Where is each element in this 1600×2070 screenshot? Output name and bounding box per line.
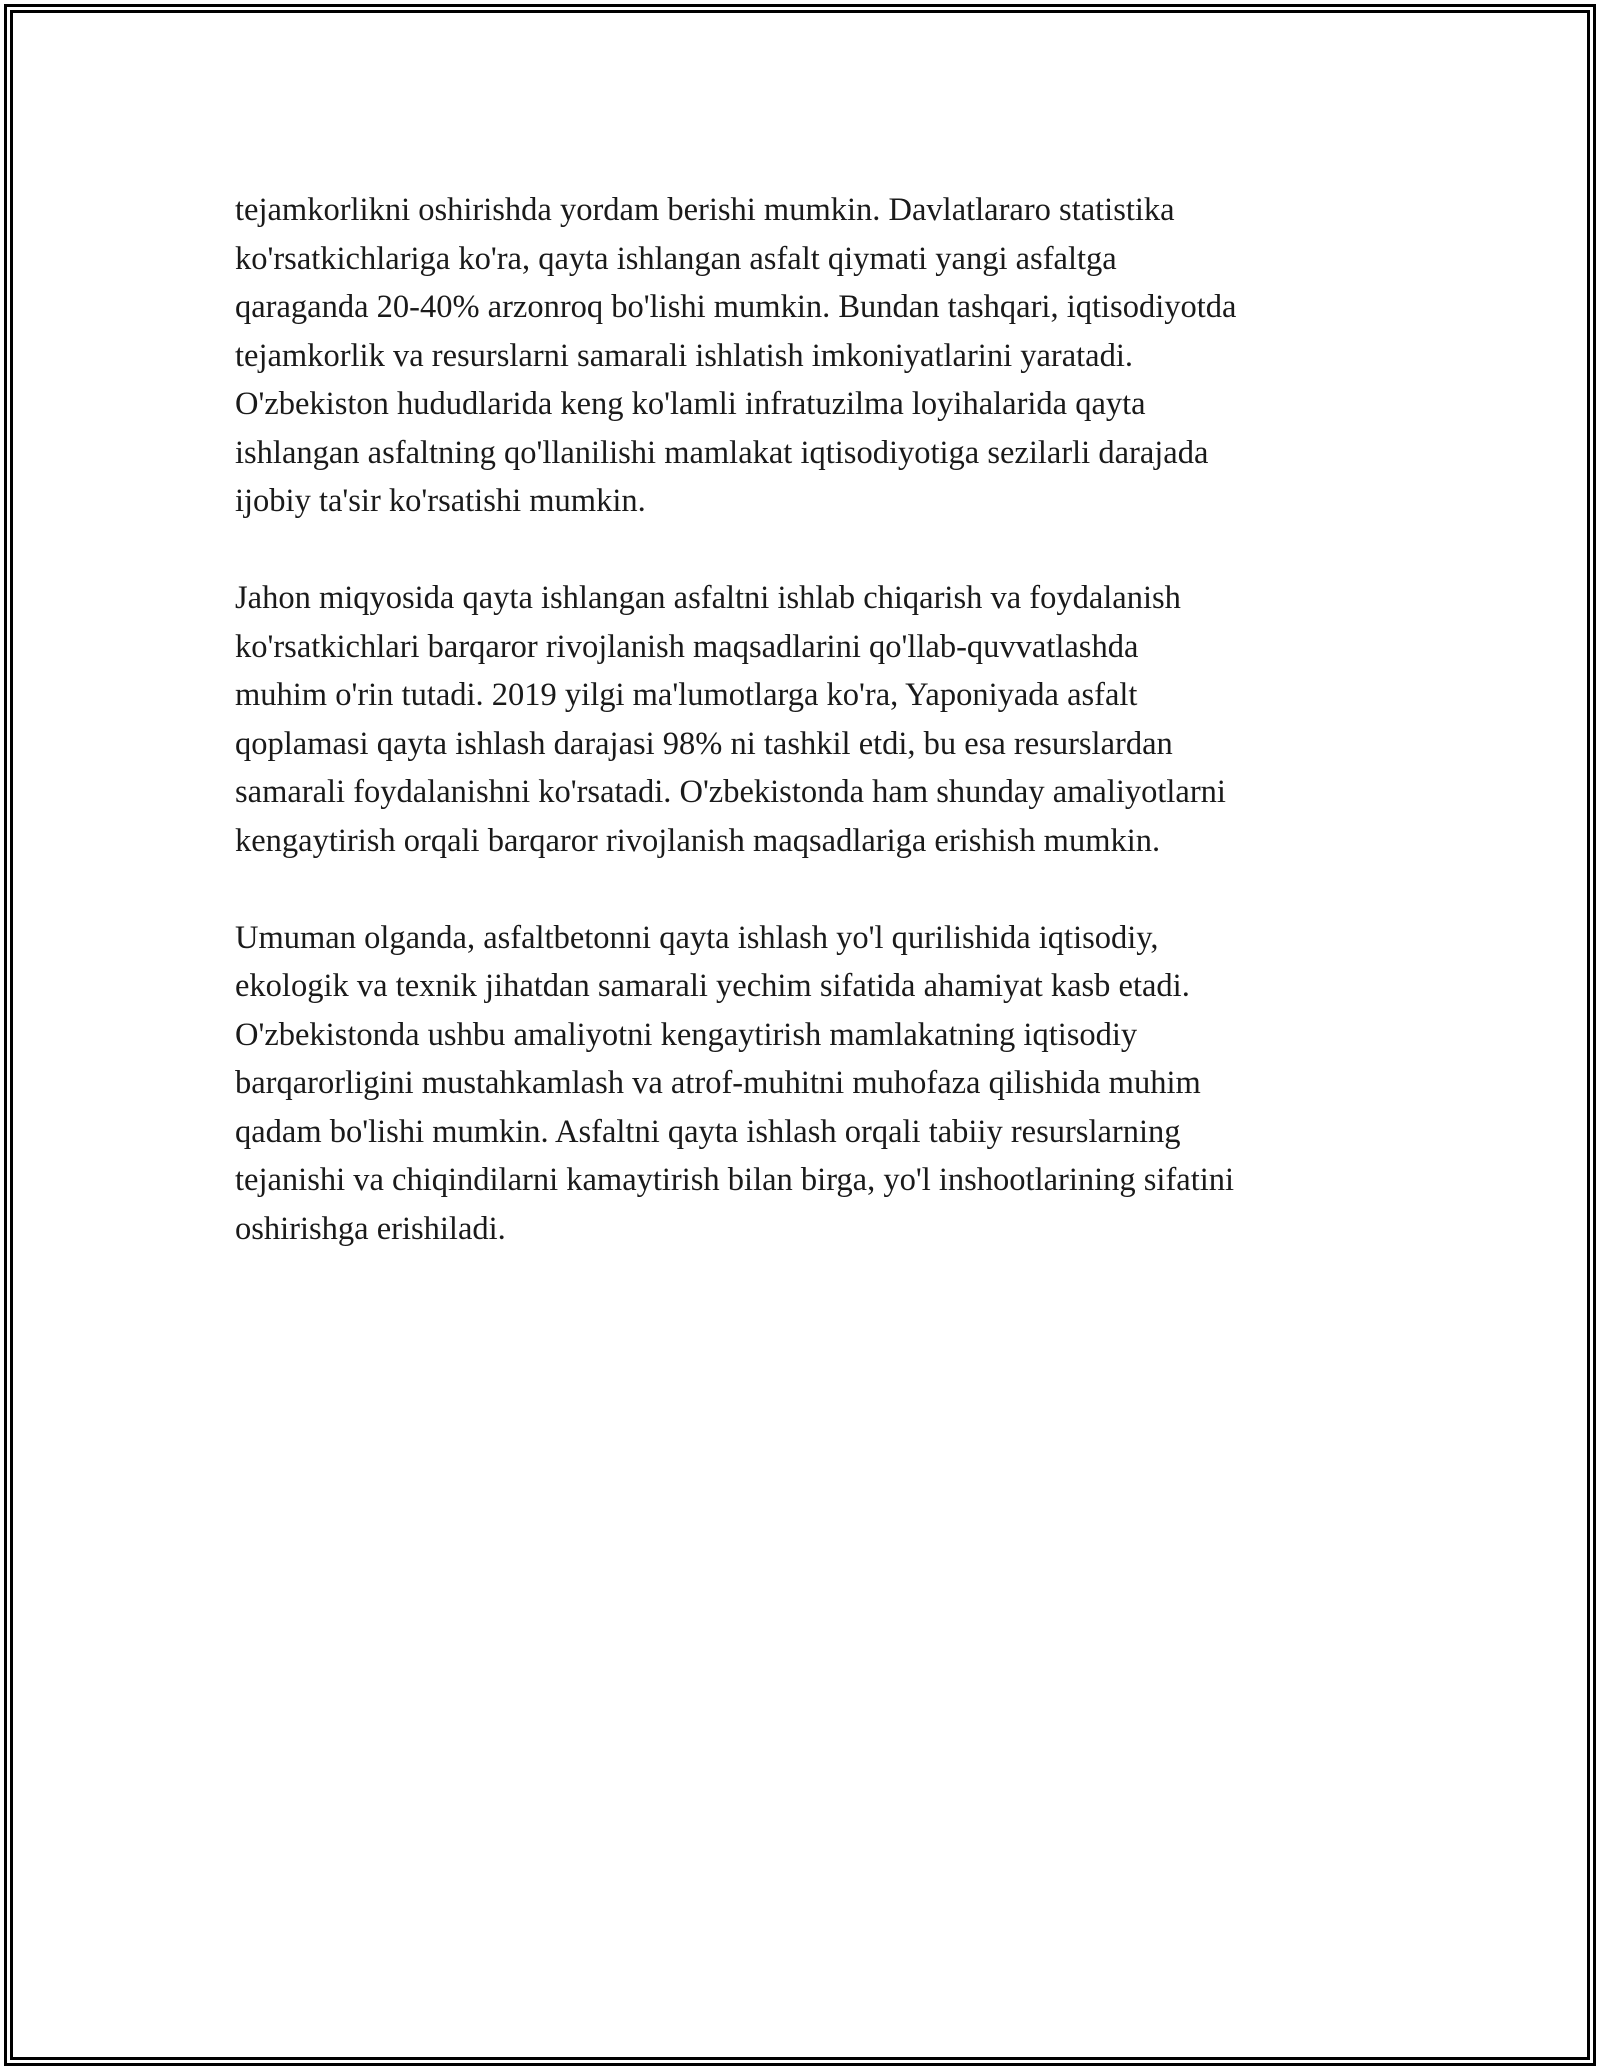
paragraph-1: tejamkorlikni oshirishda yordam berishi mumkin. Davlatlararo statistika ko'rsatkichlariga ko'ra, qayta ishlangan asfalt qiymati yangi asfaltga qaraganda 20-40% arzonroq bo'lishi mumkin. Bundan tashqari, iqtisodiyotda tejamkorlik va resurslarni samarali ishlatish imkoniyatlarini yaratadi. O'zbekiston hududlarida keng ko'lamli infratuzilma loyihalarida qayta ishlangan asfaltning qo'llanilishi mamlakat iqtisodiyotiga sezilarli darajada ijobiy ta'sir ko'rsatishi mumkin.	[235, 192, 1237, 519]
document-body	[235, 186, 1375, 1302]
paragraph-2: Jahon miqyosida qayta ishlangan asfaltni ishlab chiqarish va foydalanish ko'rsatkichlari barqaror rivojlanish maqsadlarini qo'llab-quvvatlashda muhim o'rin tutadi. 2019 yilgi ma'lumotlarga ko'ra, Yaponiyada asfalt qoplamasi qayta ishlash darajasi 98% ni tashkil etdi, bu esa resurslardan samarali foydalanishni ko'rsatadi. O'zbekistonda ham shunday amaliyotlarni kengaytirish orqali barqaror rivojlanish maqsadlariga erishish mumkin.	[235, 580, 1226, 859]
paragraph-3: Umuman olganda, asfaltbetonni qayta ishlash yo'l qurilishida iqtisodiy, ekologik va texnik jihatdan samarali yechim sifatida ahamiyat kasb etadi. O'zbekistonda ushbu amaliyotni kengaytirish mamlakatning iqtisodiy barqarorligini mustahkamlash va atrof-muhitni muhofaza qilishida muhim qadam bo'lishi mumkin. Asfaltni qayta ishlash orqali tabiiy resurslarning tejanishi va chiqindilarni kamaytirish bilan birga, yo'l inshootlarining sifatini oshirishga erishiladi.	[235, 919, 1235, 1247]
